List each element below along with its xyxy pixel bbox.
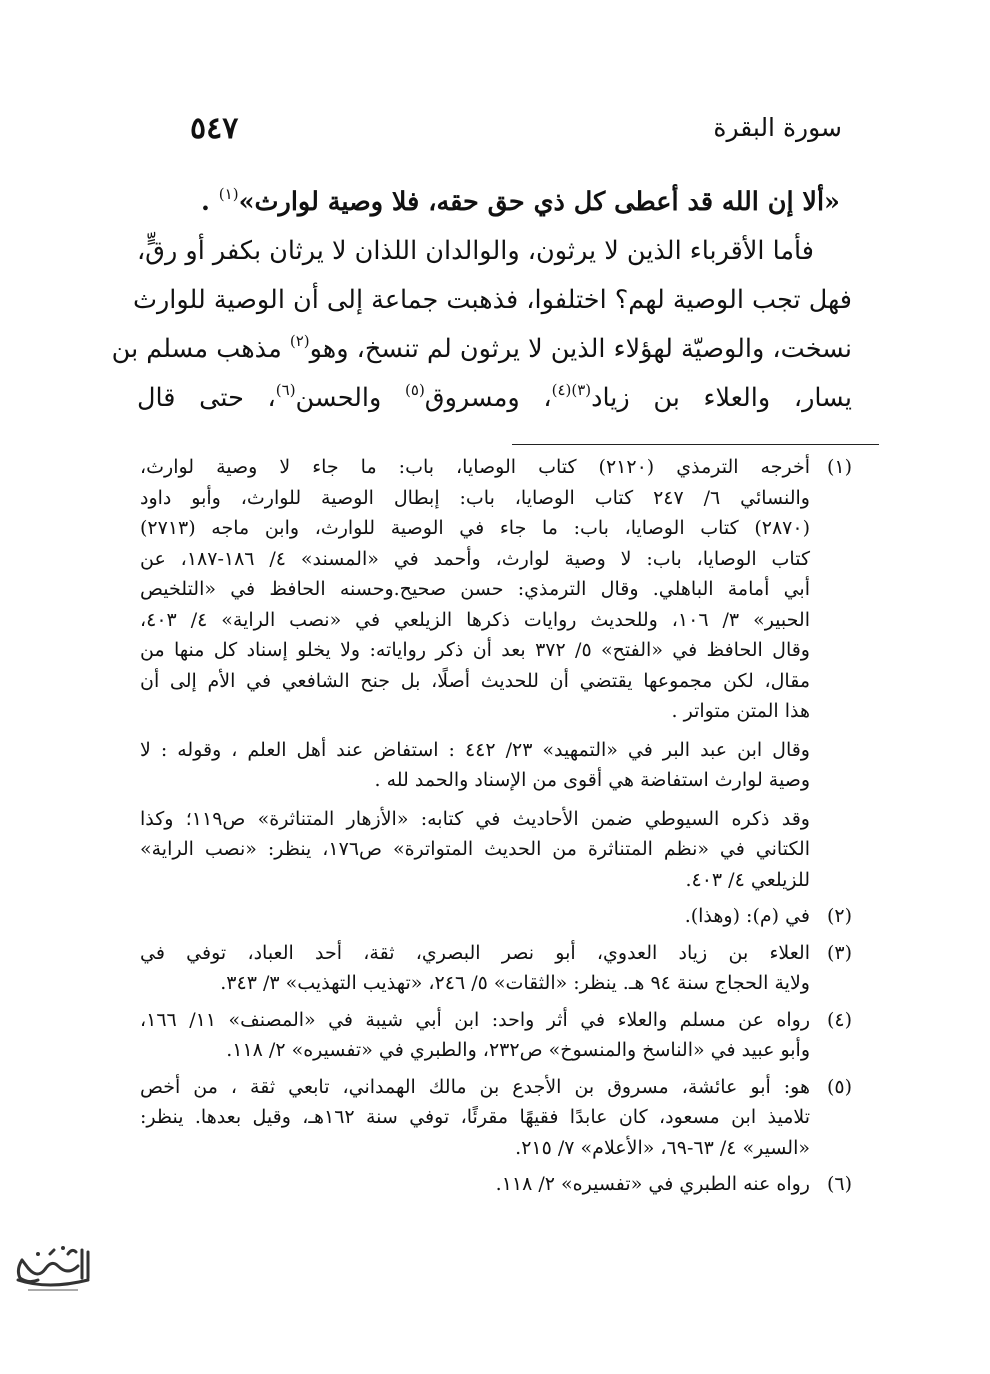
footnote-line: هو: أبو عائشة، مسروق بن الأجدع بن مالك الهمداني، تابعي ثقة ، من أخص bbox=[140, 1075, 810, 1098]
footnote-line: الحبير» ٣/ ١٠٦، وللحديث روايات ذكرها الزيلعي في «نصب الراية» ٤/ ٤٠٣، bbox=[140, 608, 810, 631]
footnote-line: «السير» ٤/ ٦٣-٦٩، «الأعلام» ٧/ ٢١٥. bbox=[515, 1136, 810, 1159]
footnote-line: هذا المتن متواتر . bbox=[671, 700, 810, 722]
footnote-body bbox=[140, 1169, 810, 1200]
footnote-line: (٢٨٧٠) كتاب الوصايا، باب: ما جاء في الوصية للوارث، وابن ماجه (٢٧١٣) bbox=[140, 517, 810, 539]
footnote-body bbox=[140, 1005, 810, 1066]
footnote-number: (٢) bbox=[826, 905, 852, 927]
watermark-logo bbox=[8, 1240, 94, 1300]
footnote-body bbox=[140, 901, 810, 932]
footnote-line: والنسائي ٦/ ٢٤٧ كتاب الوصايا، باب: إبطال الوصية للوارث، وأبو داود bbox=[140, 486, 810, 509]
footnote-ref-5[interactable]: (٥) bbox=[405, 381, 425, 399]
footnote-1 bbox=[140, 452, 852, 895]
footnote-line: الكتاني في «نظم المتناثرة من الحديث المتواترة» ص١٧٦، ينظر: «نصب الراية» bbox=[140, 838, 810, 860]
hadith-quote-line: «ألا إن الله قد أعطى كل ذي حق حقه، فلا وصية لوارث»$^{(١)}$ . bbox=[201, 185, 840, 217]
footnote-3 bbox=[140, 938, 852, 999]
footnote-5 bbox=[140, 1072, 852, 1164]
footnote-number: (٤) bbox=[826, 1008, 852, 1031]
footnote-ref-4[interactable]: (٤) bbox=[551, 381, 572, 399]
text-line: فأما الأقرباء الذين لا يرثون، والوالدان اللذان لا يرثان بكفر أو رقٍّ، bbox=[136, 236, 814, 266]
footnote-body bbox=[140, 452, 810, 895]
footnote-2 bbox=[140, 901, 852, 932]
page-header bbox=[190, 113, 842, 153]
footnote-ref-1[interactable]: (١) bbox=[218, 185, 239, 203]
footnote-number: (٣) bbox=[826, 941, 852, 964]
footnote-line: أخرجه الترمذي (٢١٢٠) كتاب الوصايا، باب: ما جاء لا وصية لوارث، bbox=[140, 456, 810, 478]
footnote-body bbox=[140, 938, 810, 999]
footnote-line: وأبو عبيد في «الناسخ والمنسوخ» ص٢٣٢، والطبري في «تفسيره» ٢/ ١١٨. bbox=[226, 1039, 810, 1061]
footnote-number: (٥) bbox=[826, 1075, 852, 1098]
footnote-ref-2[interactable]: (٢) bbox=[289, 332, 310, 350]
footnote-6 bbox=[140, 1169, 852, 1200]
footnote-line: العلاء بن زياد العدوي، أبو نصر البصري، ثقة، أحد العباد، توفي في bbox=[140, 941, 810, 964]
footnotes bbox=[140, 452, 852, 1200]
footnote-line: كتاب الوصايا، باب: لا وصية لوارث، وأحمد في «المسند» ٤/ ١٨٦-١٨٧، عن bbox=[140, 547, 810, 570]
footnote-line: تلاميذ ابن مسعود، كان عابدًا فقيهًا مقرئًا، توفي سنة ١٦٢هـ، وقيل بعدها. ينظر: bbox=[140, 1106, 810, 1128]
footnote-number: (٦) bbox=[826, 1173, 852, 1195]
footnote-line: وقد ذكره السيوطي ضمن الأحاديث في كتابه: «الأزهار المتناثرة» ص١١٩؛ وكذا bbox=[140, 807, 810, 830]
footnote-line: ولاية الحجاج سنة ٩٤ هـ. ينظر: «الثقات» ٥/ ٢٤٦، «تهذيب التهذيب» ٣/ ٣٤٣. bbox=[220, 972, 810, 994]
footnote-ref-6[interactable]: (٦) bbox=[275, 381, 296, 399]
main-text bbox=[111, 178, 853, 423]
footnote-number: (١) bbox=[826, 456, 852, 478]
footnote-line: للزيلعي ٤/ ٤٠٣. bbox=[685, 868, 810, 891]
footnote-line: رواه عنه الطبري في «تفسيره» ٢/ ١١٨. bbox=[495, 1173, 810, 1195]
text-line: يسار، والعلاء بن زياد$^{(٣)(٤)}$، ومسروق$^{(٥)}$ والحسن$^{(٦)}$، حتى قال bbox=[137, 381, 853, 413]
footnote-line: وقال ابن عبد البر في «التمهيد» ٢٣/ ٤٤٢ : استفاض عند أهل العلم ، وقوله : لا bbox=[140, 738, 810, 761]
page-number: ٥٤٧ bbox=[190, 111, 239, 146]
footnote-body bbox=[140, 1072, 810, 1164]
text-line: فهل تجب الوصية لهم؟ اختلفوا، فذهبت جماعة إلى أن الوصية للوارث bbox=[132, 285, 852, 315]
footnote-line: أبي أمامة الباهلي. وقال الترمذي: حسن صحيح.وحسنه الحافظ في «التلخيص bbox=[140, 578, 810, 600]
footnote-line: مقال، لكن مجموعها يقتضي أن للحديث أصلًا، بل جنح الشافعي في الأم إلى أن bbox=[140, 669, 810, 692]
footnote-line: وقال الحافظ في «الفتح» ٥/ ٣٧٢ بعد أن ذكر رواياته: ولا يخلو إسناد كل منها من bbox=[140, 639, 810, 661]
footnote-divider bbox=[512, 444, 879, 445]
footnote-line: رواه عن مسلم والعلاء في أثر واحد: ابن أبي شيبة في «المصنف» ١١/ ١٦٦، bbox=[140, 1008, 810, 1031]
surah-title: سورة البقرة bbox=[713, 113, 842, 142]
footnote-line: وصية لوارث استفاضة هي أقوى من الإسناد والحمد لله . bbox=[374, 769, 810, 791]
footnote-4 bbox=[140, 1005, 852, 1066]
footnote-ref-3[interactable]: (٣) bbox=[571, 381, 592, 399]
text-line: نسخت، والوصيّة لهؤلاء الذين لا يرثون لم تنسخ، وهو$^{(٢)}$ مذهب مسلم بن bbox=[111, 332, 852, 364]
footnote-line: في (م): (وهذا). bbox=[684, 905, 810, 927]
